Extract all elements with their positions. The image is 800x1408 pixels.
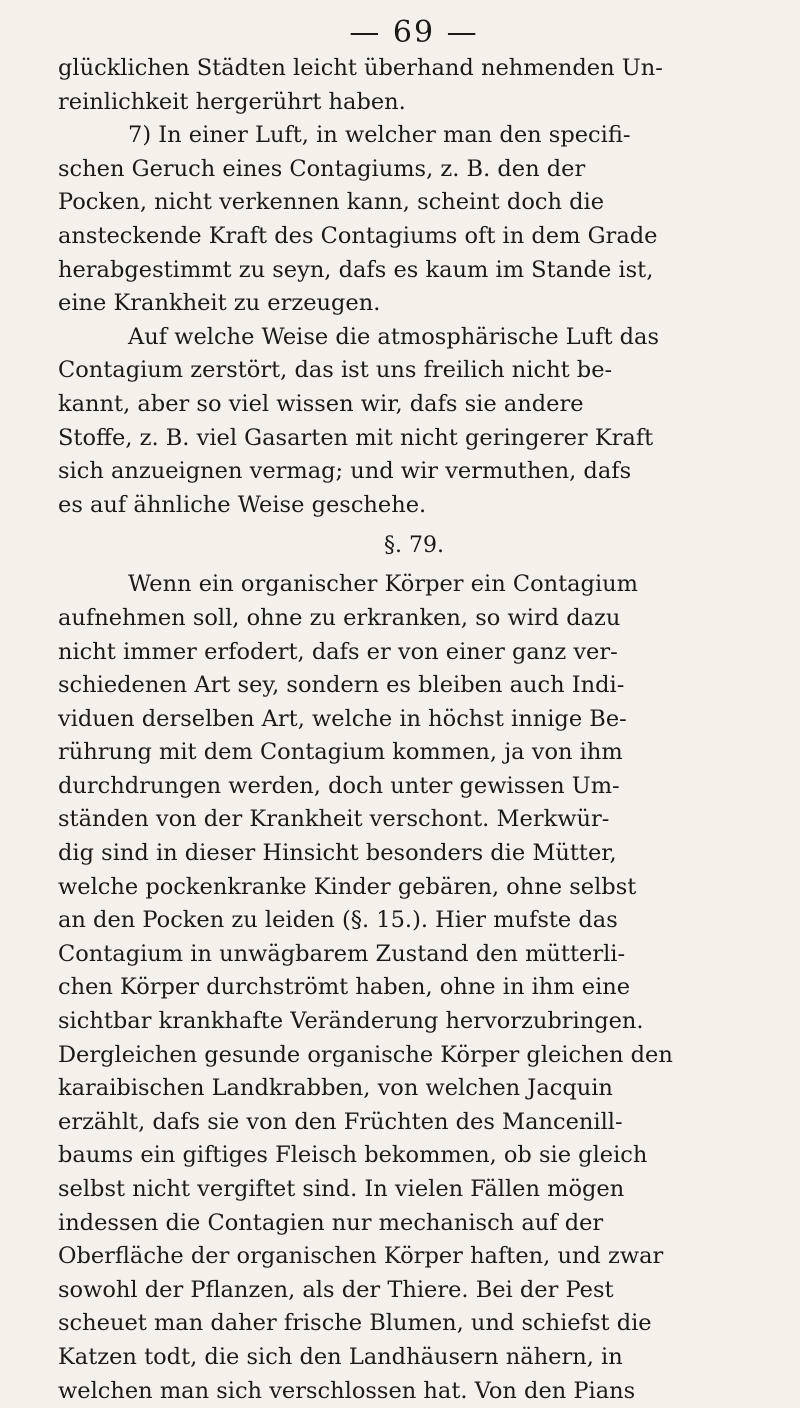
text-line: scheuet man daher frische Blumen, und schiefst die: [58, 1310, 652, 1337]
text-line: viduen derselben Art, welche in höchst innige Be-: [58, 705, 627, 732]
text-line: dig sind in dieser Hinsicht besonders die Mütter,: [58, 840, 617, 867]
text-line: sichtbar krankhafte Veränderung hervorzubringen.: [58, 1008, 644, 1035]
text-line: schen Geruch eines Contagiums, z. B. den der: [58, 155, 586, 182]
text-line: nicht immer erfodert, dafs er von einer ganz ver-: [58, 638, 618, 665]
text-line: kannt, aber so viel wissen wir, dafs sie andere: [58, 390, 584, 417]
text-line: welchen man sich verschlossen hat. Von den Pians: [58, 1377, 636, 1404]
text-line: schiedenen Art sey, sondern es bleiben auch Indi-: [58, 672, 625, 699]
text-line: durchdrungen werden, doch unter gewissen Um-: [58, 772, 620, 799]
text-line: glücklichen Städten leicht überhand nehmenden Un-: [58, 55, 663, 81]
text-line: reinlichkeit hergerührt haben.: [58, 88, 406, 115]
text-line: karaibischen Landkrabben, von welchen Jacquin: [58, 1075, 613, 1102]
text-line: ständen von der Krankheit verschont. Merkwür-: [58, 806, 610, 833]
text-line: selbst nicht vergiftet sind. In vielen Fällen mögen: [58, 1176, 625, 1202]
text-line: Wenn ein organischer Körper ein Contagium: [128, 571, 638, 598]
text-line: welche pockenkranke Kinder gebären, ohne selbst: [58, 873, 637, 900]
text-line: Contagium in unwägbarem Zustand den mütterli-: [58, 940, 626, 967]
text-line: eine Krankheit zu erzeugen.: [58, 290, 381, 317]
text-line: sich anzueignen vermag; und wir vermuthen, dafs: [58, 458, 632, 485]
text-line: 7) In einer Luft, in welcher man den specifi-: [128, 122, 631, 149]
text-line: Contagium zerstört, das ist uns freilich nicht be-: [58, 357, 613, 384]
text-line: sowohl der Pflanzen, als der Thiere. Bei der Pest: [58, 1276, 614, 1303]
text-line: Stoffe, z. B. viel Gasarten mit nicht geringerer Kraft: [58, 424, 654, 451]
text-line: herabgestimmt zu seyn, dafs es kaum im Stande ist,: [58, 256, 654, 283]
text-line: an den Pocken zu leiden (§. 15.). Hier mufste das: [58, 907, 618, 934]
text-line: chen Körper durchströmt haben, ohne in ihm eine: [58, 974, 631, 1001]
text-line: Auf welche Weise die atmosphärische Luft das: [128, 323, 660, 350]
text-line: aufnehmen soll, ohne zu erkranken, so wird dazu: [58, 604, 621, 631]
text-line: Pocken, nicht verkennen kann, scheint doch die: [58, 189, 605, 216]
text-line: Dergleichen gesunde organische Körper gleichen den: [58, 1041, 673, 1068]
text-line: baums ein giftiges Fleisch bekommen, ob sie gleich: [58, 1142, 648, 1169]
text-line: ansteckende Kraft des Contagiums oft in dem Grade: [58, 222, 658, 249]
text-line: es auf ähnliche Weise geschehe.: [58, 491, 427, 518]
section-heading: §. 79.: [384, 533, 444, 559]
text-line: erzählt, dafs sie von den Früchten des Mancenill-: [58, 1108, 623, 1135]
text-top: [58, 52, 770, 522]
text-line: Oberfläche der organischen Körper haften, und zwar: [58, 1243, 664, 1270]
text-line: Katzen todt, die sich den Landhäusern nähern, in: [58, 1343, 623, 1370]
page-number: — 69 —: [349, 15, 479, 50]
text-bottom: [58, 568, 770, 1408]
text-line: rührung mit dem Contagium kommen, ja von ihm: [58, 739, 623, 766]
text-line: indessen die Contagien nur mechanisch auf der: [58, 1209, 604, 1236]
